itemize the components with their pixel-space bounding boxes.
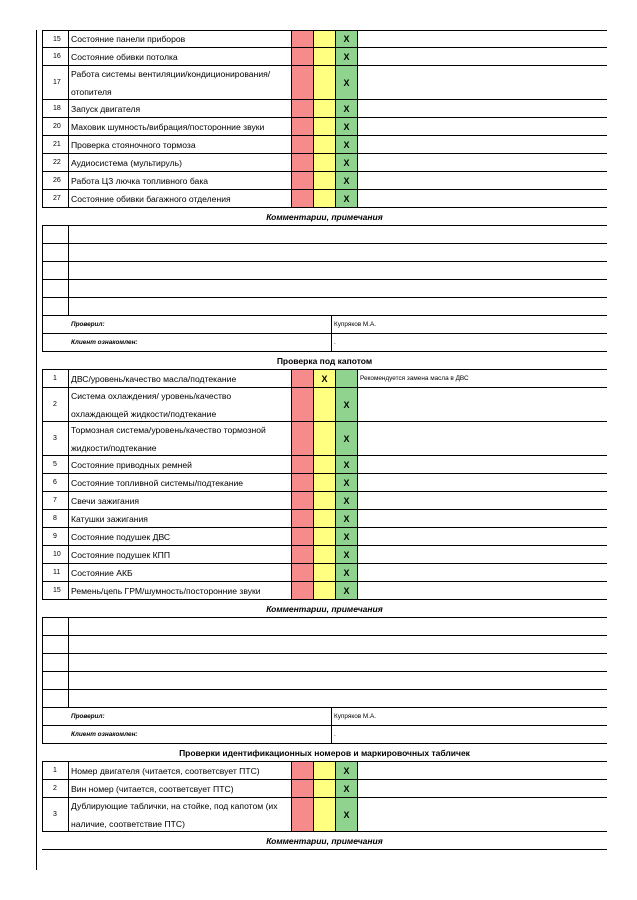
item-description: Маховик шумность/вибрация/посторонние звуки	[69, 118, 292, 135]
client-acknowledged-row-label: Клиент ознакомлен:	[42, 334, 332, 351]
comment-line[interactable]	[42, 244, 607, 262]
status-red-cell[interactable]	[292, 798, 314, 831]
item-note[interactable]	[358, 422, 607, 455]
status-red-cell[interactable]	[292, 100, 314, 117]
item-description: Состояние панели приборов	[69, 31, 292, 47]
checklist-row	[42, 582, 607, 600]
item-description: Тормозная система/уровень/качество тормозной жидкости/подтекание	[69, 422, 292, 455]
status-yellow-cell[interactable]: X	[314, 370, 336, 387]
checked-by-row-value[interactable]: Купряков М.А.	[334, 321, 377, 328]
item-description: Аудиосистема (мультируль)	[69, 154, 292, 171]
status-green-cell[interactable]	[336, 370, 358, 387]
status-red-cell[interactable]	[292, 564, 314, 581]
item-description: Работа системы вентиляции/кондиционирования/ отопителя	[69, 66, 292, 99]
item-number: 15	[42, 582, 69, 599]
item-number: 16	[42, 48, 69, 65]
status-green-cell[interactable]: X	[336, 510, 358, 527]
item-number: 17	[42, 66, 69, 99]
item-note[interactable]	[358, 190, 607, 207]
status-green-cell[interactable]: X	[336, 154, 358, 171]
status-red-cell[interactable]	[292, 780, 314, 797]
item-note[interactable]	[358, 388, 607, 421]
checked-by-row-label: Проверил:	[42, 708, 332, 725]
item-number: 21	[42, 136, 69, 153]
status-red-cell[interactable]	[292, 136, 314, 153]
item-note[interactable]	[358, 528, 607, 545]
checklist-row	[42, 762, 607, 780]
item-note[interactable]	[358, 154, 607, 171]
item-note[interactable]	[358, 798, 607, 831]
status-red-cell[interactable]	[292, 528, 314, 545]
status-yellow-cell[interactable]	[314, 100, 336, 117]
status-yellow-cell[interactable]	[314, 762, 336, 779]
status-green-cell[interactable]: X	[336, 762, 358, 779]
item-note[interactable]	[358, 48, 607, 65]
item-number: 22	[42, 154, 69, 171]
item-description: Запуск двигателя	[69, 100, 292, 117]
status-green-cell[interactable]: X	[336, 564, 358, 581]
checklist-row	[42, 798, 607, 832]
checklist-row	[42, 474, 607, 492]
status-green-cell[interactable]: X	[336, 31, 358, 47]
checklist-row	[42, 190, 607, 208]
status-red-cell[interactable]	[292, 546, 314, 563]
item-number: 1	[42, 762, 69, 779]
item-description: Катушки зажигания	[69, 510, 292, 527]
status-red-cell[interactable]	[292, 762, 314, 779]
item-description: Система охлаждения/ уровень/качество охлаждающей жидкости/подтекание	[69, 388, 292, 421]
item-note[interactable]	[358, 456, 607, 473]
item-description: Свечи зажигания	[69, 492, 292, 509]
status-yellow-cell[interactable]	[314, 780, 336, 797]
item-note[interactable]	[358, 474, 607, 491]
comment-line[interactable]	[42, 262, 607, 280]
item-description: Состояние приводных ремней	[69, 456, 292, 473]
status-yellow-cell[interactable]	[314, 456, 336, 473]
status-red-cell[interactable]	[292, 456, 314, 473]
comments-heading: Комментарии, примечания	[42, 208, 607, 226]
item-note[interactable]	[358, 118, 607, 135]
status-red-cell[interactable]	[292, 370, 314, 387]
status-yellow-cell[interactable]	[314, 528, 336, 545]
status-green-cell[interactable]: X	[336, 190, 358, 207]
status-green-cell[interactable]: X	[336, 798, 358, 831]
item-note[interactable]	[358, 136, 607, 153]
comment-line-number	[42, 654, 69, 671]
checklist-row	[42, 510, 607, 528]
comment-line-number	[42, 618, 69, 635]
checklist-row	[42, 48, 607, 66]
status-yellow-cell[interactable]	[314, 118, 336, 135]
checklist-row	[42, 546, 607, 564]
comment-line[interactable]	[42, 280, 607, 298]
status-green-cell[interactable]: X	[336, 422, 358, 455]
checklist-row	[42, 30, 607, 48]
item-description: Состояние обивки потолка	[69, 48, 292, 65]
checklist-row	[42, 100, 607, 118]
comment-line[interactable]	[42, 672, 607, 690]
item-description: Ремень/цепь ГРМ/шумность/посторонние звуки	[69, 582, 292, 599]
status-yellow-cell[interactable]	[314, 154, 336, 171]
status-yellow-cell[interactable]	[314, 422, 336, 455]
item-note[interactable]	[358, 31, 607, 47]
item-number: 26	[42, 172, 69, 189]
item-description: Номер двигателя (читается, соответсвует ПТС)	[69, 762, 292, 779]
comment-line[interactable]	[42, 618, 607, 636]
item-number: 20	[42, 118, 69, 135]
item-description: Состояние АКБ	[69, 564, 292, 581]
status-yellow-cell[interactable]	[314, 136, 336, 153]
status-yellow-cell[interactable]	[314, 388, 336, 421]
comment-line[interactable]	[42, 654, 607, 672]
item-description: Работа ЦЗ лючка топливного бака	[69, 172, 292, 189]
status-yellow-cell[interactable]	[314, 582, 336, 599]
checklist-row	[42, 118, 607, 136]
checklist-row	[42, 388, 607, 422]
item-number: 3	[42, 422, 69, 455]
checklist-row	[42, 66, 607, 100]
item-note[interactable]	[358, 564, 607, 581]
item-description: Состояние топливной системы/подтекание	[69, 474, 292, 491]
status-red-cell[interactable]	[292, 582, 314, 599]
item-number: 11	[42, 564, 69, 581]
status-yellow-cell[interactable]	[314, 546, 336, 563]
status-red-cell[interactable]	[292, 31, 314, 47]
section-title: Проверки идентификационных номеров и маркировочных табличек	[42, 744, 607, 762]
status-green-cell[interactable]: X	[336, 546, 358, 563]
item-number: 2	[42, 388, 69, 421]
status-red-cell[interactable]	[292, 510, 314, 527]
inspection-sheet	[42, 30, 607, 850]
status-yellow-cell[interactable]	[314, 798, 336, 831]
checked-by-row	[42, 316, 607, 334]
checklist-row	[42, 422, 607, 456]
checklist-row	[42, 528, 607, 546]
comment-line-number	[42, 244, 69, 261]
item-description: ДВС/уровень/качество масла/подтекание	[69, 370, 292, 387]
status-yellow-cell[interactable]	[314, 31, 336, 47]
status-green-cell[interactable]: X	[336, 66, 358, 99]
item-note[interactable]	[358, 546, 607, 563]
item-description: Состояние подушек КПП	[69, 546, 292, 563]
status-red-cell[interactable]	[292, 190, 314, 207]
status-green-cell[interactable]: X	[336, 48, 358, 65]
status-yellow-cell[interactable]	[314, 492, 336, 509]
status-red-cell[interactable]	[292, 118, 314, 135]
client-acknowledged-row	[42, 334, 607, 352]
checked-by-row-value[interactable]: Купряков М.А.	[334, 713, 377, 720]
item-note[interactable]	[358, 780, 607, 797]
status-red-cell[interactable]	[292, 48, 314, 65]
status-green-cell[interactable]: X	[336, 118, 358, 135]
checklist-row	[42, 564, 607, 582]
status-yellow-cell[interactable]	[314, 564, 336, 581]
status-green-cell[interactable]: X	[336, 474, 358, 491]
item-description: Состояние обивки багажного отделения	[69, 190, 292, 207]
status-green-cell[interactable]: X	[336, 492, 358, 509]
item-description: Вин номер (читается, соответсвует ПТС)	[69, 780, 292, 797]
status-red-cell[interactable]	[292, 474, 314, 491]
status-green-cell[interactable]: X	[336, 388, 358, 421]
item-note[interactable]	[358, 66, 607, 99]
section-title: Проверка под капотом	[42, 352, 607, 370]
client-acknowledged-row-value[interactable]: .	[334, 339, 336, 346]
comment-line-number	[42, 298, 69, 315]
item-number: 1	[42, 370, 69, 387]
item-number: 18	[42, 100, 69, 117]
item-number: 10	[42, 546, 69, 563]
item-note[interactable]: Рекомендуется замена масла в ДВС	[360, 375, 469, 382]
status-red-cell[interactable]	[292, 422, 314, 455]
checklist-row	[42, 780, 607, 798]
client-acknowledged-row-value[interactable]: .	[334, 731, 336, 738]
status-green-cell[interactable]: X	[336, 100, 358, 117]
item-note[interactable]	[358, 172, 607, 189]
checklist-row	[42, 370, 607, 388]
item-number: 5	[42, 456, 69, 473]
item-description: Состояние подушек ДВС	[69, 528, 292, 545]
checklist-row	[42, 154, 607, 172]
item-number: 8	[42, 510, 69, 527]
comment-line-number	[42, 280, 69, 297]
comments-heading: Комментарии, примечания	[42, 600, 607, 618]
checklist-row	[42, 456, 607, 474]
comment-line[interactable]	[42, 636, 607, 654]
comment-line-number	[42, 672, 69, 689]
status-red-cell[interactable]	[292, 172, 314, 189]
status-red-cell[interactable]	[292, 492, 314, 509]
item-description: Дублирующие таблички, на стойке, под капотом (их наличие, соответствие ПТС)	[69, 798, 292, 831]
status-yellow-cell[interactable]	[314, 172, 336, 189]
checklist-row	[42, 492, 607, 510]
checked-by-row-label: Проверил:	[42, 316, 332, 333]
comment-line[interactable]	[42, 226, 607, 244]
checklist-row	[42, 172, 607, 190]
item-number: 9	[42, 528, 69, 545]
comment-line-number	[42, 690, 69, 707]
comment-line-number	[42, 262, 69, 279]
status-green-cell[interactable]: X	[336, 456, 358, 473]
status-red-cell[interactable]	[292, 154, 314, 171]
status-green-cell[interactable]: X	[336, 528, 358, 545]
item-note[interactable]	[358, 100, 607, 117]
item-number: 27	[42, 190, 69, 207]
status-yellow-cell[interactable]	[314, 474, 336, 491]
status-green-cell[interactable]: X	[336, 136, 358, 153]
checked-by-row	[42, 708, 607, 726]
client-acknowledged-row	[42, 726, 607, 744]
status-yellow-cell[interactable]	[314, 190, 336, 207]
item-note[interactable]	[358, 510, 607, 527]
comment-line-number	[42, 226, 69, 243]
client-acknowledged-row-label: Клиент ознакомлен:	[42, 726, 332, 743]
status-yellow-cell[interactable]	[314, 48, 336, 65]
status-red-cell[interactable]	[292, 66, 314, 99]
comment-line[interactable]	[42, 690, 607, 708]
comments-heading: Комментарии, примечания	[42, 832, 607, 850]
item-number: 7	[42, 492, 69, 509]
item-note[interactable]	[358, 582, 607, 599]
status-yellow-cell[interactable]	[314, 66, 336, 99]
status-yellow-cell[interactable]	[314, 510, 336, 527]
comment-line-number	[42, 636, 69, 653]
item-number: 2	[42, 780, 69, 797]
item-number: 6	[42, 474, 69, 491]
item-number: 15	[42, 31, 69, 47]
checklist-row	[42, 136, 607, 154]
item-note[interactable]	[358, 492, 607, 509]
left-margin-rule	[36, 30, 37, 870]
item-description: Проверка стояночного тормоза	[69, 136, 292, 153]
status-green-cell[interactable]: X	[336, 780, 358, 797]
status-green-cell[interactable]: X	[336, 172, 358, 189]
item-number: 3	[42, 798, 69, 831]
item-note[interactable]	[358, 762, 607, 779]
comment-line[interactable]	[42, 298, 607, 316]
status-green-cell[interactable]: X	[336, 582, 358, 599]
status-red-cell[interactable]	[292, 388, 314, 421]
